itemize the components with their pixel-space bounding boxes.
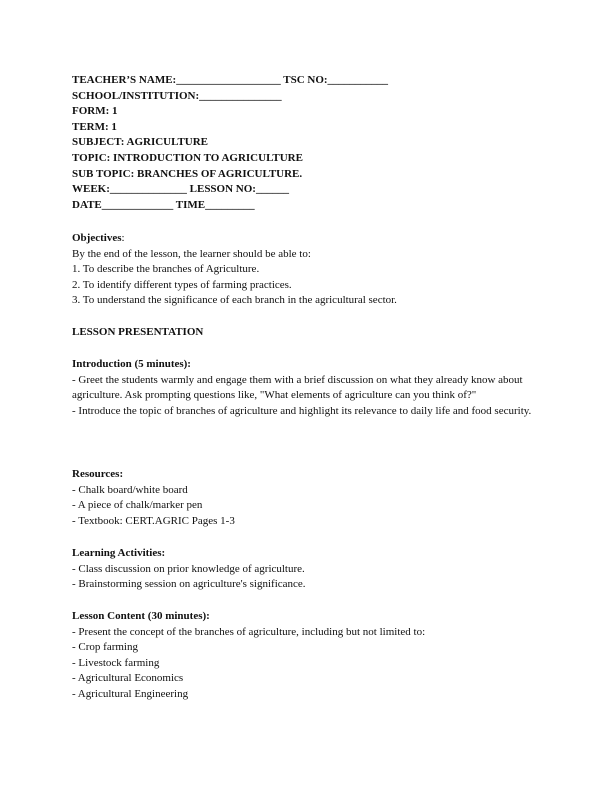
resource-item: - A piece of chalk/marker pen	[72, 499, 203, 512]
content-item: - Agricultural Engineering	[72, 687, 189, 700]
objectives-heading: Objectives	[72, 232, 122, 244]
lesson-content-heading: Lesson Content (30 minutes):	[72, 610, 210, 622]
objectives-section	[72, 231, 542, 309]
learning-activities-section	[72, 546, 542, 593]
school-line: SCHOOL/INSTITUTION:_______________	[72, 89, 282, 102]
form-line: FORM: 1	[72, 105, 118, 118]
objectives-colon: :	[121, 232, 125, 244]
subject-line: SUBJECT: AGRICULTURE	[72, 136, 209, 149]
teacher-name-line: TEACHER’S NAME:___________________ TSC NO:___________	[72, 74, 389, 86]
resource-item: - Textbook: CERT.AGRIC Pages 1-3	[72, 514, 235, 527]
activity-item: - Class discussion on prior knowledge of agriculture.	[72, 562, 305, 575]
header-block	[72, 73, 542, 213]
resource-item: - Chalk board/white board	[72, 483, 188, 496]
resources-heading: Resources:	[72, 468, 124, 480]
introduction-line: - Introduce the topic of branches of agriculture and highlight its relevance to daily life and food security.	[72, 404, 532, 417]
content-item: - Agricultural Economics	[72, 672, 184, 685]
topic-line: TOPIC: INTRODUCTION TO AGRICULTURE	[72, 151, 303, 164]
subtopic-line: SUB TOPIC: BRANCHES OF AGRICULTURE.	[72, 167, 303, 180]
lesson-presentation-heading: LESSON PRESENTATION	[72, 326, 204, 338]
objective-line: By the end of the lesson, the learner should be able to:	[72, 247, 311, 260]
resources-section	[72, 467, 542, 529]
lesson-content-section	[72, 609, 542, 703]
objective-line: 1. To describe the branches of Agriculture.	[72, 263, 260, 276]
introduction-section	[72, 357, 542, 419]
content-item: - Livestock farming	[72, 656, 160, 669]
content-item: - Present the concept of the branches of agriculture, including but not limited to:	[72, 625, 426, 638]
objective-line: 2. To identify different types of farming practices.	[72, 278, 292, 291]
term-line: TERM: 1	[72, 120, 117, 133]
introduction-line: - Greet the students warmly and engage them with a brief discussion on what they already know about agriculture. Ask prompting questions like, "What elements of agriculture can you think of?"	[72, 373, 523, 402]
date-line: DATE_____________ TIME_________	[72, 198, 255, 211]
objective-line: 3. To understand the significance of each branch in the agricultural sector.	[72, 294, 397, 307]
activity-item: - Brainstorming session on agriculture's significance.	[72, 578, 306, 591]
content-item: - Crop farming	[72, 641, 138, 654]
week-line: WEEK:______________ LESSON NO:______	[72, 183, 289, 196]
learning-activities-heading: Learning Activities:	[72, 547, 166, 559]
introduction-heading: Introduction (5 minutes):	[72, 358, 191, 370]
